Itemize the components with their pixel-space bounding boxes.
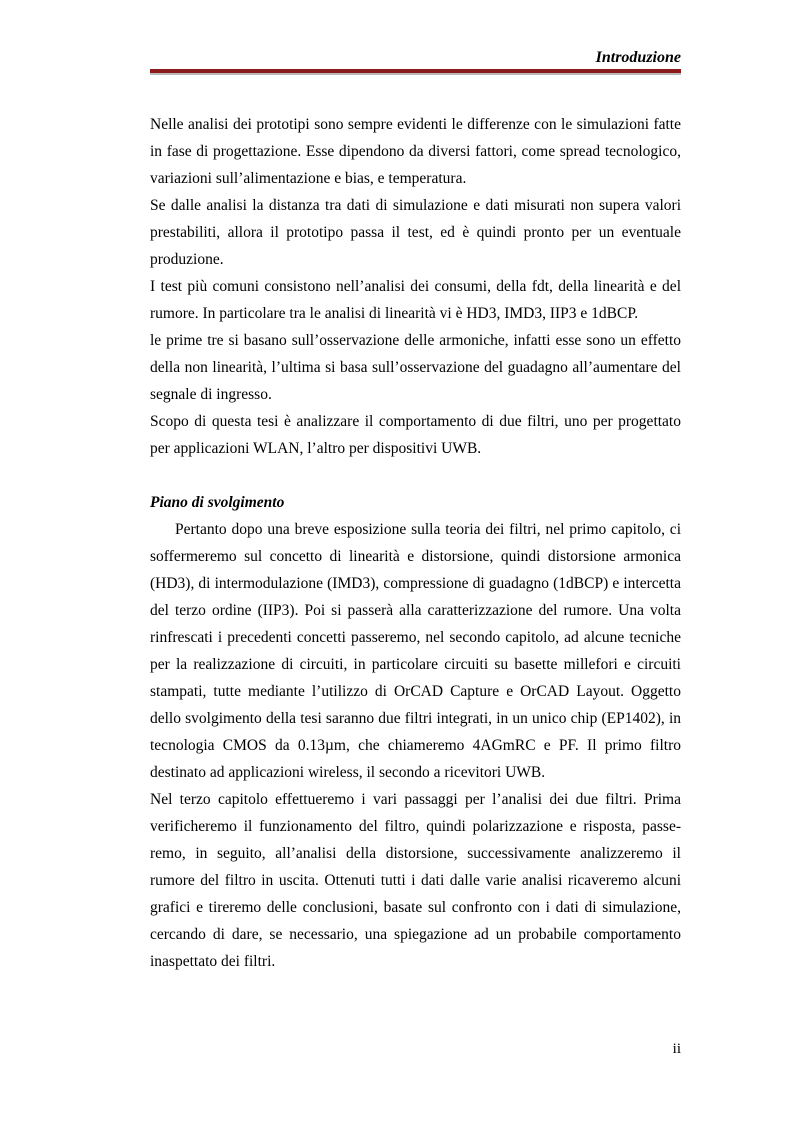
section-paragraph-2: Nel terzo capitolo effettueremo i vari passaggi per l’analisi dei due filtri. Prima verificheremo il funzionamento del filtro, quindi polarizzazione e risposta, passeremo, in seguito, all’analisi della distorsione, successivamente analizzeremo il rumore del filtro in uscita. Ottenuti tutti i dati dalle varie analisi ricaveremo alcuni grafici e tireremo delle conclusioni, basate sul confronto con i dati di simulazione, cercando di dare, se necessario, una spiegazione ad un probabile comportamento inaspettato dei filtri. bbox=[150, 791, 681, 970]
paragraph-3: I test più comuni consistono nell’analisi dei consumi, della fdt, della linearità e del rumore. In particolare tra le analisi di linearità vi è HD3, IMD3, IIP3 e 1dBCP. bbox=[150, 278, 681, 322]
paragraph-5: Scopo di questa tesi è analizzare il comportamento di due filtri, uno per progettato per applicazioni WLAN, l’altro per dispositivi UWB. bbox=[150, 413, 681, 457]
paragraph-2: Se dalle analisi la distanza tra dati di simulazione e dati misurati non supera valori prestabiliti, allora il prototipo passa il test, ed è quindi pronto per un eventuale produzione. bbox=[150, 197, 681, 268]
page-body bbox=[150, 111, 681, 975]
page-number: ii bbox=[672, 1041, 681, 1057]
section-paragraph-1: Pertanto dopo una breve esposizione sulla teoria dei filtri, nel primo capitolo, ci soffermeremo sul concetto di linearità e distorsione, quindi distorsione armonica (HD3), di intermodulazione (IMD3), compressione di guadagno (1dBCP) e intercetta del terzo ordine (IIP3). Poi si passerà alla caratterizzazione del rumore. Una volta rinfrescati i precedenti concetti passeremo, nel secondo capitolo, ad alcune tecniche per la realizzazione di circuiti, in particolare circuiti su basette millefori e circuiti stampati, tutte mediante l’utilizzo di OrCAD Capture e OrCAD Layout. Oggetto dello svolgimento della tesi saranno due filtri integrati, in un unico chip (EP1402), in tecnologia CMOS da 0.13µm, che chiameremo 4AGmRC e PF. Il primo filtro destinato ad applicazioni wireless, il secondo a ricevitori UWB. bbox=[150, 521, 681, 781]
paragraph-4: le prime tre si basano sull’osservazione delle armoniche, infatti esse sono un effetto della non linearità, l’ultima si basa sull’osservazione del guadagno all’aumentare del segnale di ingresso. bbox=[150, 332, 681, 403]
section-heading: Piano di svolgimento bbox=[150, 494, 285, 511]
paragraph-1: Nelle analisi dei prototipi sono sempre evidenti le differenze con le simulazioni fatte in fase di progettazione. Esse dipendono da diversi fattori, come spread tecnologico, variazioni sull’alimentazione e bias, e temperatura. bbox=[150, 116, 681, 187]
header-rule-shadow bbox=[150, 73, 681, 75]
running-header-title: Introduzione bbox=[595, 49, 681, 66]
